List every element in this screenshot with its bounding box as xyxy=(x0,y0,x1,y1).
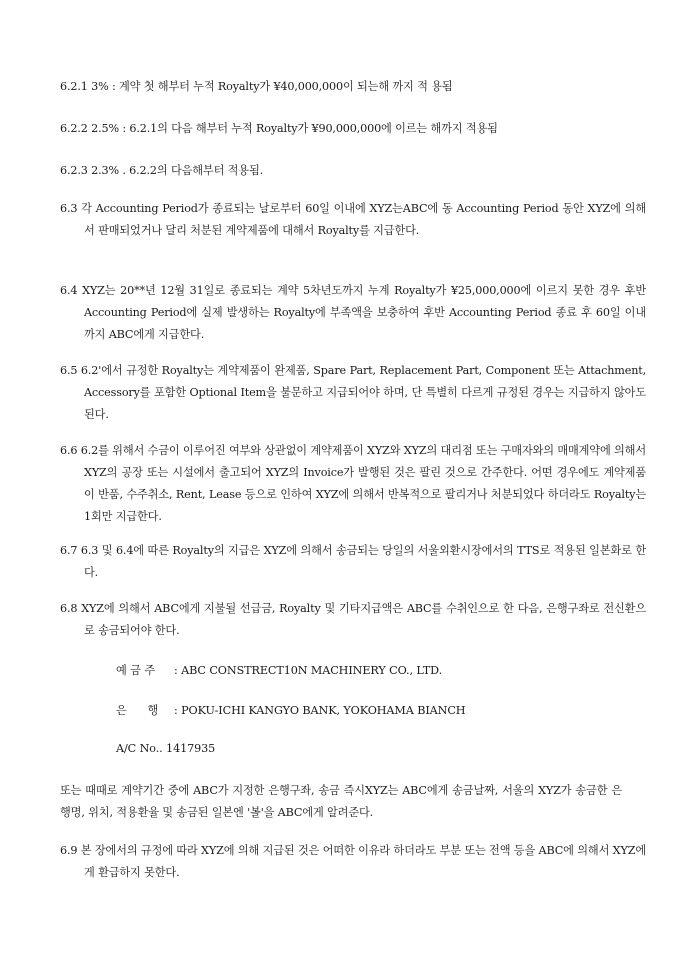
clause-6-5: 6.5 6.2'에서 규정한 Royalty는 계약제품이 완제품, Spare Part, Replacement Part, Component 또는 Attachment, Accessory를 포함한 Optional Item을 불문하고 지급되어야 하며, 단 특별히 다르게 규정된 경우는 지급하지 않아도 된다. xyxy=(60,364,646,421)
clause-6-8: 6.8 XYZ에 의해서 ABC에게 지불될 선급금, Royalty 및 기타지급액은 ABC를 수취인으로 한 다음, 은행구좌로 전신환으로 송금되어야 한다. xyxy=(60,602,646,637)
payee-label: 예 금 주 xyxy=(116,664,156,677)
clause-6-9: 6.9 본 장에서의 규정에 따라 XYZ에 의해 지급된 것은 어떠한 이유라 하더라도 부분 또는 전액 등을 ABC에 의해서 XYZ에게 환급하지 못한다. xyxy=(60,844,646,879)
clause-6-3: 6.3 각 Accounting Period가 종료되는 날로부터 60일 이내에 XYZ는ABC에 동 Accounting Period 동안 XYZ에 의해서 판매되었거나 달리 처분된 계약제품에 대해서 Royalty를 지급한다. xyxy=(60,202,646,237)
bank-label: 은 행 xyxy=(116,704,159,717)
clause-6-2-1: 6.2.1 3% : 계약 첫 해부터 누적 Royalty가 ¥40,000,000이 되는해 까지 적 용됨 xyxy=(60,80,453,93)
bank-line xyxy=(116,700,465,722)
clause-6-2-2: 6.2.2 2.5% : 6.2.1의 다음 해부터 누적 Royalty가 ¥90,000,000에 이르는 해까지 적용됨 xyxy=(60,122,498,135)
payee-line xyxy=(116,660,442,682)
notice-paragraph: 또는 때때로 계약기간 중에 ABC가 지정한 은행구좌, 송금 즉시XYZ는 ABC에게 송금날짜, 서울의 XYZ가 송금한 은행명, 위치, 적용환율 및 송금된 일본엔 '볼'을 ABC에게 알려준다. xyxy=(60,784,622,819)
account-number: A/C No.. 1417935 xyxy=(116,742,216,755)
payee-value: : ABC CONSTRECT10N MACHINERY CO., LTD. xyxy=(174,664,443,677)
bank-value: : POKU-ICHI KANGYO BANK, YOKOHAMA BIANCH xyxy=(174,704,466,717)
clause-6-2-3: 6.2.3 2.3% . 6.2.2의 다음해부터 적용됨. xyxy=(60,164,264,177)
clause-6-4: 6.4 XYZ는 20**년 12월 31일로 종료되는 계약 5차년도까지 누계 Royalty가 ¥25,000,000에 이르지 못한 경우 후반 Accounting Period에 실제 발생하는 Royalty에 부족액을 보충하여 후반 Accounting Period 종료 후 60일 이내까지 ABC에게 지급한다. xyxy=(60,284,646,341)
clause-6-7: 6.7 6.3 및 6.4에 따른 Royalty의 지급은 XYZ에 의해서 송금되는 당일의 서울외환시장에서의 TTS로 적용된 일본화로 한다. xyxy=(60,544,646,579)
clause-6-6: 6.6 6.2를 위해서 수금이 이루어진 여부와 상관없이 계약제품이 XYZ와 XYZ의 대리점 또는 구매자와의 매매계약에 의해서 XYZ의 공장 또는 시설에서 출고되어 XYZ의 Invoice가 발행된 것은 팔린 것으로 간주한다. 어떤 경우에도 계약제품이 반품, 수주취소, Rent, Lease 등으로 인하여 XYZ에 의해서 반복적으로 팔리거나 처분되었다 하더라도 Royalty는 1회만 지급한다. xyxy=(60,444,646,523)
